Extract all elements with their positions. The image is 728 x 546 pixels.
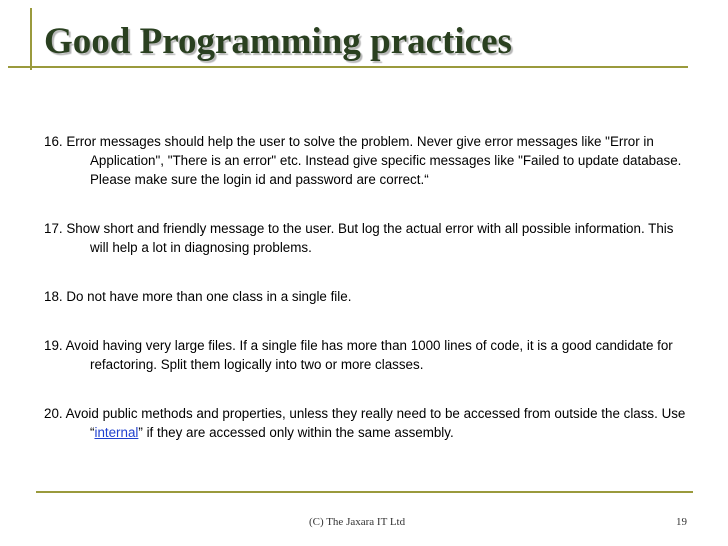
footer-rule [36, 491, 693, 493]
practice-item-20-text-end: ” if they are accessed only within the same assembly. [138, 425, 454, 440]
practice-item-16: 16. Error messages should help the user to solve the problem. Never give error messages like "Error in Application", "There is an error" etc. Instead give specific messages like "Failed to update database. Please make sure the login id and password are correct.“ [44, 134, 682, 187]
slide-title: Good Programming practices [44, 21, 512, 62]
footer-copyright: (C) The Jaxara IT Ltd [309, 516, 406, 528]
practice-item-20-text-start: 20. Avoid public methods and properties, unless they really need to be accessed from outside the class. Use “ [44, 406, 686, 440]
practice-item-18: 18. Do not have more than one class in a single file. [44, 289, 352, 304]
title-vertical-rule [30, 8, 32, 70]
internal-keyword-link[interactable]: internal [94, 425, 139, 440]
title-underline-rule [8, 66, 688, 68]
slide-body [44, 132, 694, 442]
practice-item-20 [44, 404, 694, 442]
page-number: 19 [676, 516, 687, 528]
practice-item-19: 19. Avoid having very large files. If a single file has more than 1000 lines of code, it is a good candidate for refactoring. Split them logically into two or more classes. [44, 338, 673, 372]
practice-item-17: 17. Show short and friendly message to the user. But log the actual error with all possible information. This will help a lot in diagnosing problems. [44, 221, 674, 255]
